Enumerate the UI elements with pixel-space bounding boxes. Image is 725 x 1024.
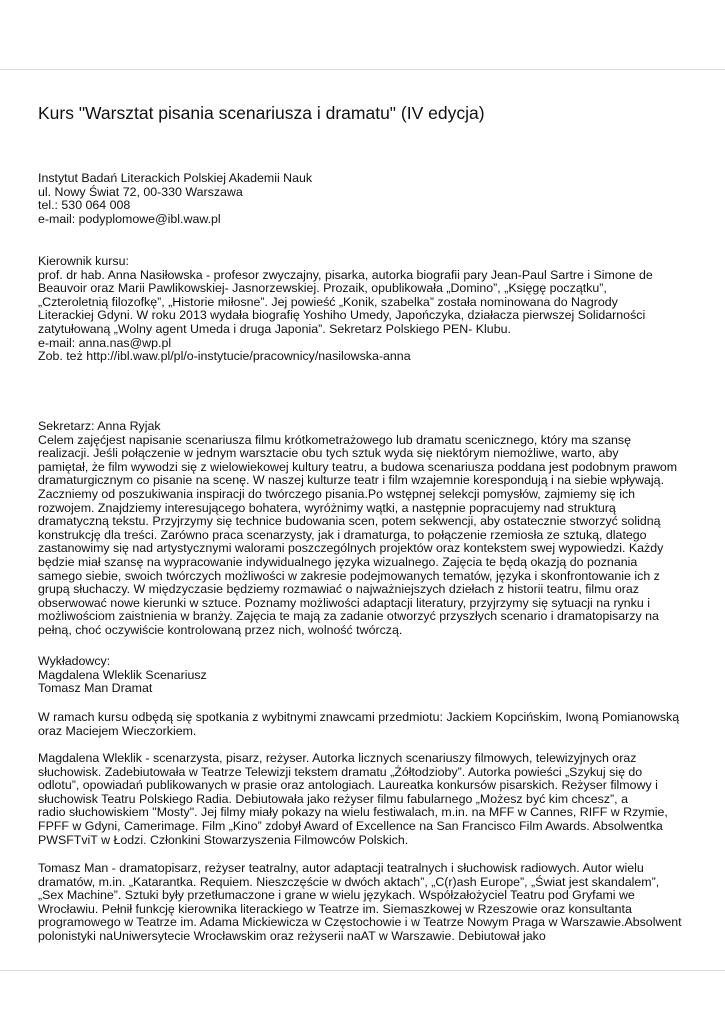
bio-line: odlotu”, opowiadań publikowanych w prasie oraz antologiach. Laureatka konkursów pisarskich. Reżyser filmowy i: [38, 778, 658, 793]
bio-line: słuchowisk Teatru Polskiego Radia. Debiutowała jako reżyser filmu fabularnego „Możesz być kim chcesz”, a: [38, 791, 628, 806]
course-description-line: dramatyczną tekstu. Przyjrzymy się technice budowania scen, potem sekwencji, aby ostatecznie stworzyć solidną: [38, 514, 661, 529]
bio-line: programowego w Teatrze im. Adama Mickiewicza w Częstochowie i w Teatrze Nowym Praga w Warszawie.Absolwent: [38, 915, 682, 930]
course-director-heading: Kierownik kursu:: [38, 254, 129, 268]
course-description-line: rozwojem. Znajdziemy interesującego bohatera, wyróżnimy wątki, a następnie popracujemy nad strukturą: [38, 500, 616, 515]
bio-line: Wrocławiu. Pełnił funkcję kierownika literackiego w Teatrze im. Siemaszkowej w Rzeszowie oraz konsultanta: [38, 901, 632, 916]
lecturers-heading: Wykładowcy:: [38, 654, 111, 668]
course-description-line: dramaturgicznym co pisanie na scenę. W naszej kulturze teatr i film wzajemnie korespondują i na siebie wpływają.: [38, 473, 665, 488]
course-description-line: Celem zajęćjest napisanie scenariusza filmu krótkometrażowego lub dramatu scenicznego, który ma szansę: [38, 432, 631, 447]
bio-line: radio słuchowiskiem "Mosty". Jej filmy miały pokazy na wielu festiwalach, m.in. na MFF w Cannes, RIFF w Rzymie,: [38, 805, 668, 820]
course-description-line: grupą słuchaczy. W międzyczasie będziemy rozmawiać o najważniejszych dziełach z historii teatru, filmu oraz: [38, 582, 639, 597]
bio-line: Tomasz Man - dramatopisarz, reżyser teatralny, autor adaptacji teatralnych i słuchowisk radiowych. Autor wielu: [38, 861, 644, 875]
course-description-line: realizacji. Jeśli połączenie w jednym warsztacie obu tych sztuk wyda się niektórym niemożliwe, warto, aby: [38, 446, 619, 461]
lecturer-item: Tomasz Man Dramat: [38, 681, 153, 696]
bio-line: prof. dr hab. Anna Nasiłowska - profesor zwyczajny, pisarka, autorka biografii pary Jean-Paul Sartre i Simone de: [38, 267, 653, 282]
institute-phone: tel.: 530 064 008: [38, 198, 131, 213]
bio-line: Beauvoir oraz Marii Pawlikowskiej- Jasnorzewskiej. Prozaik, opublikowała „Domino”, „Księgę początku”,: [38, 281, 607, 296]
course-director-section: [38, 255, 688, 364]
man-bio: [38, 862, 688, 944]
director-email: e-mail: anna.nas@wp.pl: [38, 335, 172, 350]
course-description-line: Zaczniemy od poszukiwania inspiracji do twórczego pisania.Po wstępnej selekcji pomysłów, zajmiemy się ich: [38, 486, 636, 501]
bio-line: „Czteroletnią filozofkę”, „Historie miłosne”. Jej powieść „Konik, szabelka” została nominowana do Nagrody: [38, 294, 618, 309]
page-top-divider: [0, 69, 725, 70]
bio-line: „Sex Machine”. Sztuki były przetłumaczone i grane w wielu językach. Współzałożyciel Teatru pod Gryfami we: [38, 888, 635, 903]
lecturers-section: [38, 655, 688, 696]
course-description-line: będzie miał szansę na wypracowanie indywidualnego języka wizualnego. Zajęcia te będą okazją do poznania: [38, 554, 638, 569]
course-description-line: konstrukcję dla treści. Zarówno praca scenarzysty, jak i dramaturga, to połączenie rzemiosła ze sztuką, dlatego: [38, 527, 647, 542]
paragraph-line: W ramach kursu odbędą się spotkania z wybitnymi znawcami przedmiotu: Jackiem Kopcińskim, Iwoną Pomianowską: [38, 710, 680, 724]
page-bottom-divider: [0, 970, 725, 971]
wleklik-bio: [38, 752, 688, 847]
institute-contact: [38, 172, 688, 226]
course-description-line: możliwościom zaistnienia w branży. Zajęcia te mają za zadanie otworzyć przyszłych scenario i dramatopisarzy na: [38, 609, 659, 624]
secretary-heading: Sekretarz: Anna Ryjak: [38, 419, 161, 433]
bio-line: PWSFTviT w Łodzi. Członkini Stowarzyszenia Filmowców Polskich.: [38, 832, 409, 847]
paragraph-line: oraz Maciejem Wieczorkiem.: [38, 723, 197, 738]
course-description-line: pamiętał, że film wywodzi się z wielowiekowej kultury teatru, a budowa scenariusza poddana jest podobnym prawom: [38, 459, 678, 474]
course-description-line: samego siebie, swoich twórczych możliwości w zakresie podejmowanych tematów, języka i skonfrontowanie ich z: [38, 568, 660, 583]
meetings-paragraph: [38, 711, 688, 738]
course-description-line: zastanowimy się nad artystycznymi walorami poszczególnych projektów oraz kontekstem swej wypowiedzi. Każdy: [38, 541, 664, 556]
bio-line: Magdalena Wleklik - scenarzysta, pisarz, reżyser. Autorka licznych scenariuszy filmowych, telewizyjnych oraz: [38, 751, 637, 765]
lecturer-item: Magdalena Wleklik Scenariusz: [38, 667, 207, 682]
institute-email: e-mail: podyplomowe@ibl.waw.pl: [38, 211, 221, 226]
institute-name: Instytut Badań Literackich Polskiej Akademii Nauk: [38, 171, 313, 185]
page-title: Kurs "Warsztat pisania scenariusza i dramatu" (IV edycja): [38, 103, 485, 123]
bio-line: zatytułowaną „Wolny agent Umeda i druga Japonia”. Sekretarz Polskiego PEN- Klubu.: [38, 321, 511, 336]
secretary-section: [38, 420, 688, 638]
bio-line: słuchowisk. Zadebiutowała w Teatrze Telewizji tekstem dramatu „Żółtodzioby”. Autorka powieści „Szykuj się do: [38, 764, 643, 779]
bio-line: FPFF w Gdyni, Camerimage. Film „Kino” zdobył Award of Excellence na San Francisco Film Awards. Absolwentka: [38, 818, 663, 833]
director-profile-link[interactable]: Zob. też http://ibl.waw.pl/pl/o-instytucie/pracownicy/nasilowska-anna: [38, 349, 411, 364]
bio-line: dramatów, m.in. „Katarantka. Requiem. Nieszczęście w dwóch aktach”, „C(r)ash Europe”, „Świat jest skandalem”,: [38, 874, 660, 889]
bio-line: polonistyki naUniwersytecie Wrocławskim oraz reżyserii naAT w Warszawie. Debiutował jako: [38, 928, 546, 943]
institute-address: ul. Nowy Świat 72, 00-330 Warszawa: [38, 184, 243, 199]
bio-line: Literackiej Gdyni. W roku 2013 wydała biografię Yoshiho Umedy, Japończyka, działacza pierwszej Solidarności: [38, 308, 646, 323]
course-description-line: pełną, choć oczywiście kontrolowaną przez nich, wolność twórczą.: [38, 622, 403, 637]
course-description-line: obserwować nowe kierunki w sztuce. Poznamy możliwości adaptacji literatury, przyjrzymy się sytuacji na rynku i: [38, 595, 650, 610]
